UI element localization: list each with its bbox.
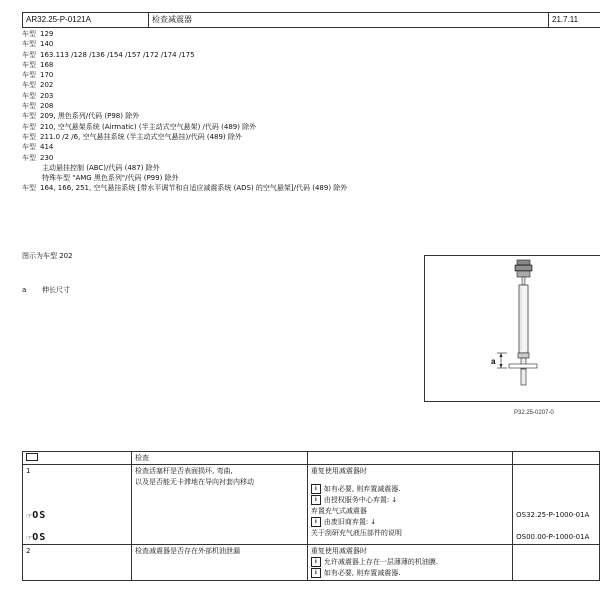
shock-collar bbox=[518, 353, 529, 358]
shock-rod bbox=[522, 277, 525, 285]
info-icon: i bbox=[311, 517, 321, 527]
model-row: 车型 208 bbox=[22, 102, 54, 111]
document-header bbox=[22, 12, 600, 28]
figure-code: P32.25-0207-0 bbox=[514, 410, 554, 416]
info-icon: i bbox=[311, 557, 321, 567]
model-row: 车型 170 bbox=[22, 71, 54, 80]
model-row: 车型 414 bbox=[22, 143, 54, 152]
os-reference: ☞OS bbox=[26, 532, 47, 543]
check-cell: 检查活塞杆是否表面损坏, 弯曲, 以及是否能无卡滞地在导向衬套内移动 bbox=[132, 465, 308, 545]
model-row: 车型 209, 黑色系列/代码 (P98) 除外 bbox=[22, 112, 140, 121]
legend-key: a bbox=[22, 286, 27, 294]
pointing-hand-icon: ☞ bbox=[26, 534, 33, 542]
step-header-icon-cell bbox=[23, 452, 132, 465]
action-cell: 重复使用减震器时 i 如有必要, 则弃置减震器. i 由授权服务中心弃置: ↓ 弃置充气式减震器 i 由废旧商弃置: ↓ 关于刮研充气液压部件的说明 bbox=[307, 465, 512, 545]
dimension-marker bbox=[497, 353, 507, 368]
shock-lower-mount bbox=[509, 358, 537, 385]
shock-absorber-figure bbox=[424, 255, 600, 402]
info-icon: i bbox=[311, 568, 321, 578]
model-note: 特殊车型 "AMG 黑色系列"/代码 (P99) 除外 bbox=[42, 174, 179, 183]
check-header: 检查 bbox=[132, 452, 308, 465]
table-header-row bbox=[23, 452, 600, 465]
shock-cylinder bbox=[519, 285, 528, 353]
model-note: 主动悬挂控制 (ABC)/代码 (487) 除外 bbox=[42, 163, 160, 172]
shock-top-mount bbox=[515, 260, 532, 277]
legend-text: 伸长尺寸 bbox=[42, 286, 70, 294]
model-row: 车型 164, 166, 251, 空气悬挂系统 [带水平调节和自适应减震系统 (ADS) 的空气悬架]/代码 (489) 除外 bbox=[22, 184, 348, 193]
step-number: 1 bbox=[26, 467, 31, 475]
model-row: 车型 163.113 /128 /136 /154 /157 /172 /174 /175 bbox=[22, 50, 195, 59]
model-row: 车型 210, 空气悬架系统 (Airmatic) (半主动式空气悬架) /代码 (489) 除外 bbox=[22, 122, 257, 131]
figure-caption: 图示为车型 202 bbox=[22, 252, 73, 260]
figure-legend bbox=[22, 285, 70, 295]
dimension-label: a bbox=[491, 357, 496, 366]
step-cell bbox=[23, 545, 132, 581]
table-row bbox=[23, 545, 600, 581]
doc-title: 检查减震器 bbox=[149, 13, 549, 27]
model-row: 车型 203 bbox=[22, 91, 54, 100]
info-icon: i bbox=[311, 484, 321, 494]
model-row: 车型 140 bbox=[22, 40, 54, 49]
step-number: 2 bbox=[26, 547, 31, 555]
step-cell bbox=[23, 465, 132, 545]
model-row: 车型 230 bbox=[22, 153, 54, 162]
reference-link[interactable]: OS32.25-P-1000-01A bbox=[516, 511, 590, 519]
info-icon: i bbox=[311, 495, 321, 505]
doc-id: AR32.25-P-0121A bbox=[23, 13, 149, 27]
procedure-table bbox=[22, 451, 600, 581]
model-row: 车型 202 bbox=[22, 81, 54, 90]
os-reference: ☞OS bbox=[26, 510, 47, 521]
reference-cell bbox=[513, 545, 600, 581]
model-row: 车型 129 bbox=[22, 30, 54, 38]
action-cell: 重复使用减震器时 i 允许减震器上存在一层薄薄的机油膜. i 如有必要, 则弃置减震器. bbox=[307, 545, 512, 581]
step-icon bbox=[26, 453, 38, 461]
model-list bbox=[22, 29, 582, 194]
doc-date: 21.7.11 bbox=[552, 15, 579, 24]
check-cell: 检查减震器是否存在外部机油泄漏 bbox=[132, 545, 308, 581]
reference-link[interactable]: OS00.00-P-1000-01A bbox=[516, 533, 590, 541]
shock-absorber-drawing bbox=[425, 256, 600, 401]
pointing-hand-icon: ☞ bbox=[26, 512, 33, 520]
reference-cell bbox=[513, 465, 600, 545]
model-row: 车型 211.0 /2 /6, 空气悬挂系统 (半主动式空气悬挂)/代码 (489) 除外 bbox=[22, 132, 242, 141]
table-row bbox=[23, 465, 600, 545]
model-row: 车型 168 bbox=[22, 60, 54, 69]
